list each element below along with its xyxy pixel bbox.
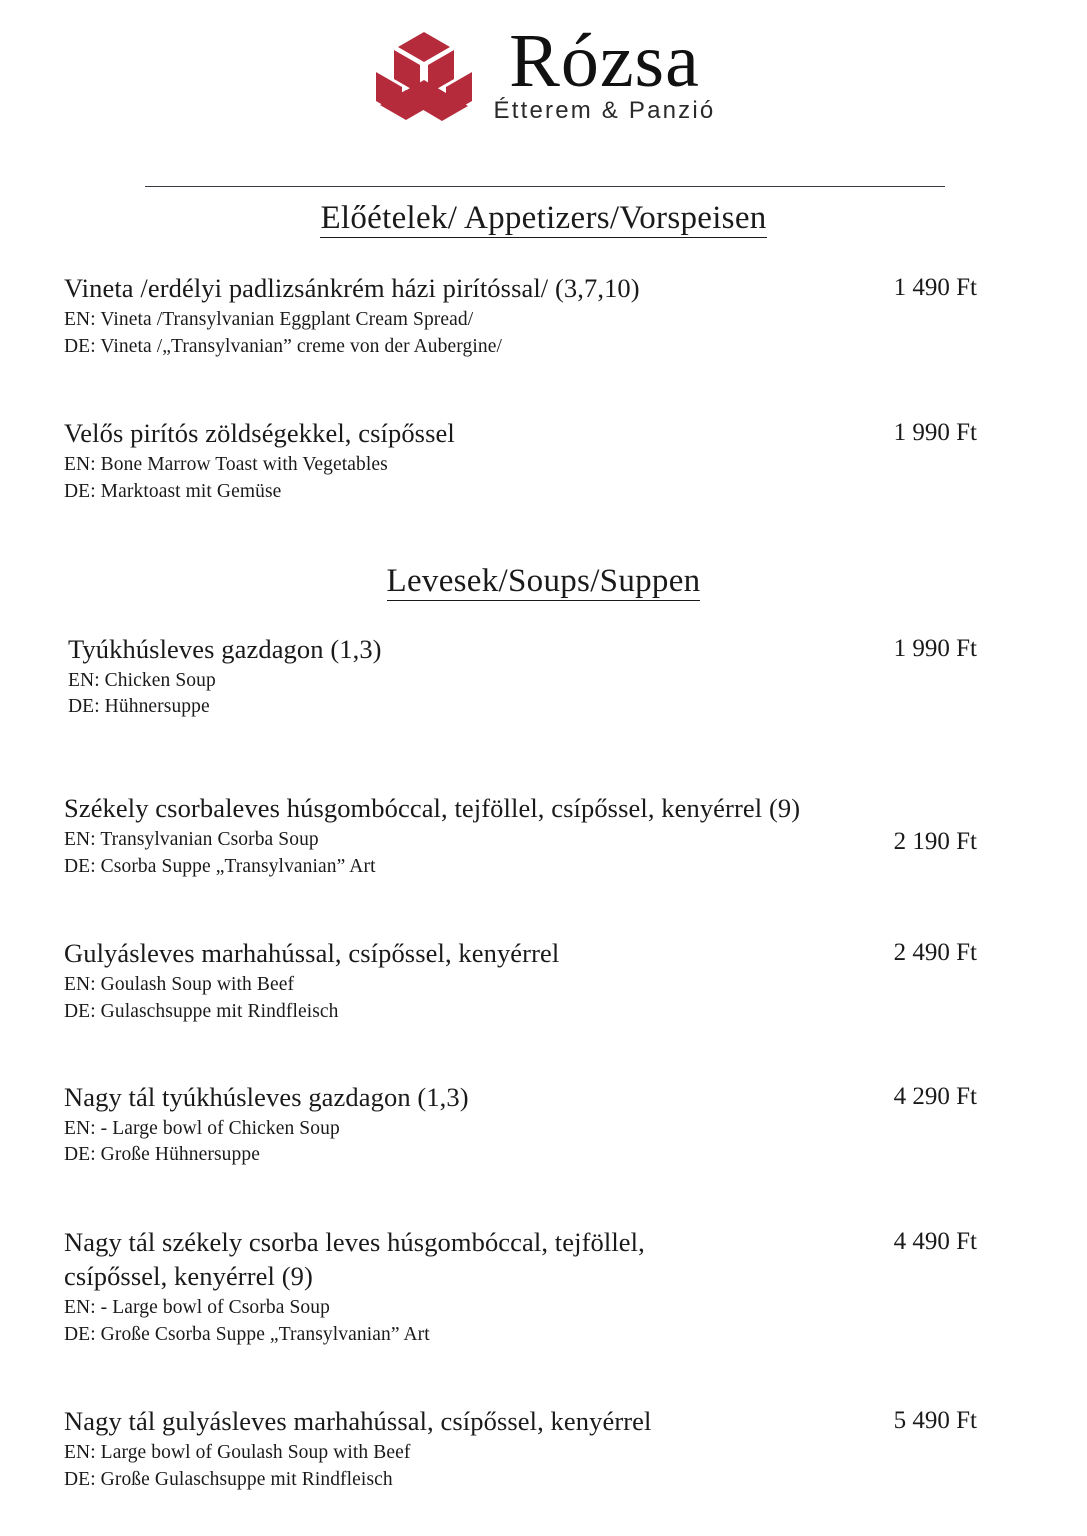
menu-item (0, 272, 1087, 359)
menu-item-price: 2 490 Ft (893, 939, 977, 967)
menu-item-english: EN: Chicken Soup (68, 669, 216, 691)
menu-item (0, 1081, 1087, 1168)
menu-item-english: EN: - Large bowl of Csorba Soup (64, 1296, 330, 1318)
menu-item-title: Tyúkhúsleves gazdagon (1,3) (68, 633, 382, 664)
menu-section-appetizers (0, 186, 1087, 505)
logo-subtitle: Étterem & Panzió (493, 97, 716, 125)
menu-item (0, 417, 1087, 504)
menu-item (0, 937, 1087, 1024)
menu-item-german: DE: Große Hühnersuppe (64, 1144, 260, 1166)
menu-item-title: Velős pirítós zöldségekkel, csípőssel (64, 418, 455, 449)
menu-item-english: EN: Bone Marrow Toast with Vegetables (64, 454, 388, 476)
menu-item-title: Nagy tál székely csorba leves húsgombóccal, tejföllel, csípőssel, kenyérrel (9) (64, 1227, 645, 1292)
menu-item-english: EN: Vineta /Transylvanian Eggplant Cream Spread/ (64, 308, 474, 330)
menu-item-german: DE: Vineta /„Transylvanian” creme von der Aubergine/ (64, 335, 502, 357)
restaurant-logo (0, 0, 1087, 125)
menu-item-german: DE: Gulaschsuppe mit Rindfleisch (64, 1001, 339, 1023)
menu-item-german: DE: Marktoast mit Gemüse (64, 480, 282, 502)
menu-item-english: EN: Transylvanian Csorba Soup (64, 828, 319, 850)
menu-item-title: Nagy tál gulyásleves marhahússal, csípőssel, kenyérrel (64, 1406, 652, 1437)
menu-item (0, 792, 1087, 879)
menu-item-title: Vineta /erdélyi padlizsánkrém házi pirítóssal/ (3,7,10) (64, 272, 640, 303)
section-heading (0, 505, 1087, 601)
menu-item-english: EN: Goulash Soup with Beef (64, 974, 295, 996)
menu-item-english: EN: - Large bowl of Chicken Soup (64, 1117, 340, 1139)
menu-item-german: DE: Große Gulaschsuppe mit Rindfleisch (64, 1469, 393, 1491)
menu-item-english: EN: Large bowl of Goulash Soup with Beef (64, 1442, 411, 1464)
menu-item (0, 1405, 1087, 1492)
logo-name: Rózsa (509, 18, 700, 103)
menu-item-list (0, 272, 1087, 505)
menu-item-price: 2 190 Ft (893, 828, 977, 855)
rozsa-rose-logo-icon (372, 28, 476, 124)
menu-item-german: DE: Hühnersuppe (68, 696, 210, 718)
menu-item-price: 1 490 Ft (893, 273, 977, 301)
menu-item-price: 4 490 Ft (893, 1228, 977, 1256)
section-heading-text: Levesek/Soups/Suppen (386, 562, 701, 599)
menu-item-title: Gulyásleves marhahússal, csípőssel, kenyérrel (64, 938, 560, 969)
menu-item-price: 5 490 Ft (893, 1407, 977, 1435)
menu-item-price: 1 990 Ft (893, 634, 977, 662)
menu-item-list (0, 633, 1087, 1493)
menu-body (0, 186, 1087, 1493)
menu-item (0, 633, 1087, 720)
section-heading (0, 186, 1087, 238)
menu-section-soups (0, 505, 1087, 1493)
menu-item-title: Nagy tál tyúkhúsleves gazdagon (1,3) (64, 1081, 469, 1112)
section-heading-text: Előételek/ Appetizers/Vorspeisen (320, 200, 767, 236)
menu-item-title: Székely csorbaleves húsgombóccal, tejföllel, csípőssel, kenyérrel (9) (64, 793, 801, 823)
menu-item-german: DE: Große Csorba Suppe „Transylvanian” Art (64, 1323, 430, 1345)
logo-wordmark (493, 18, 716, 125)
menu-item-price: 1 990 Ft (893, 419, 977, 447)
menu-item (0, 1226, 1087, 1347)
menu-item-german: DE: Csorba Suppe „Transylvanian” Art (64, 855, 376, 877)
menu-item-price: 4 290 Ft (893, 1082, 977, 1110)
